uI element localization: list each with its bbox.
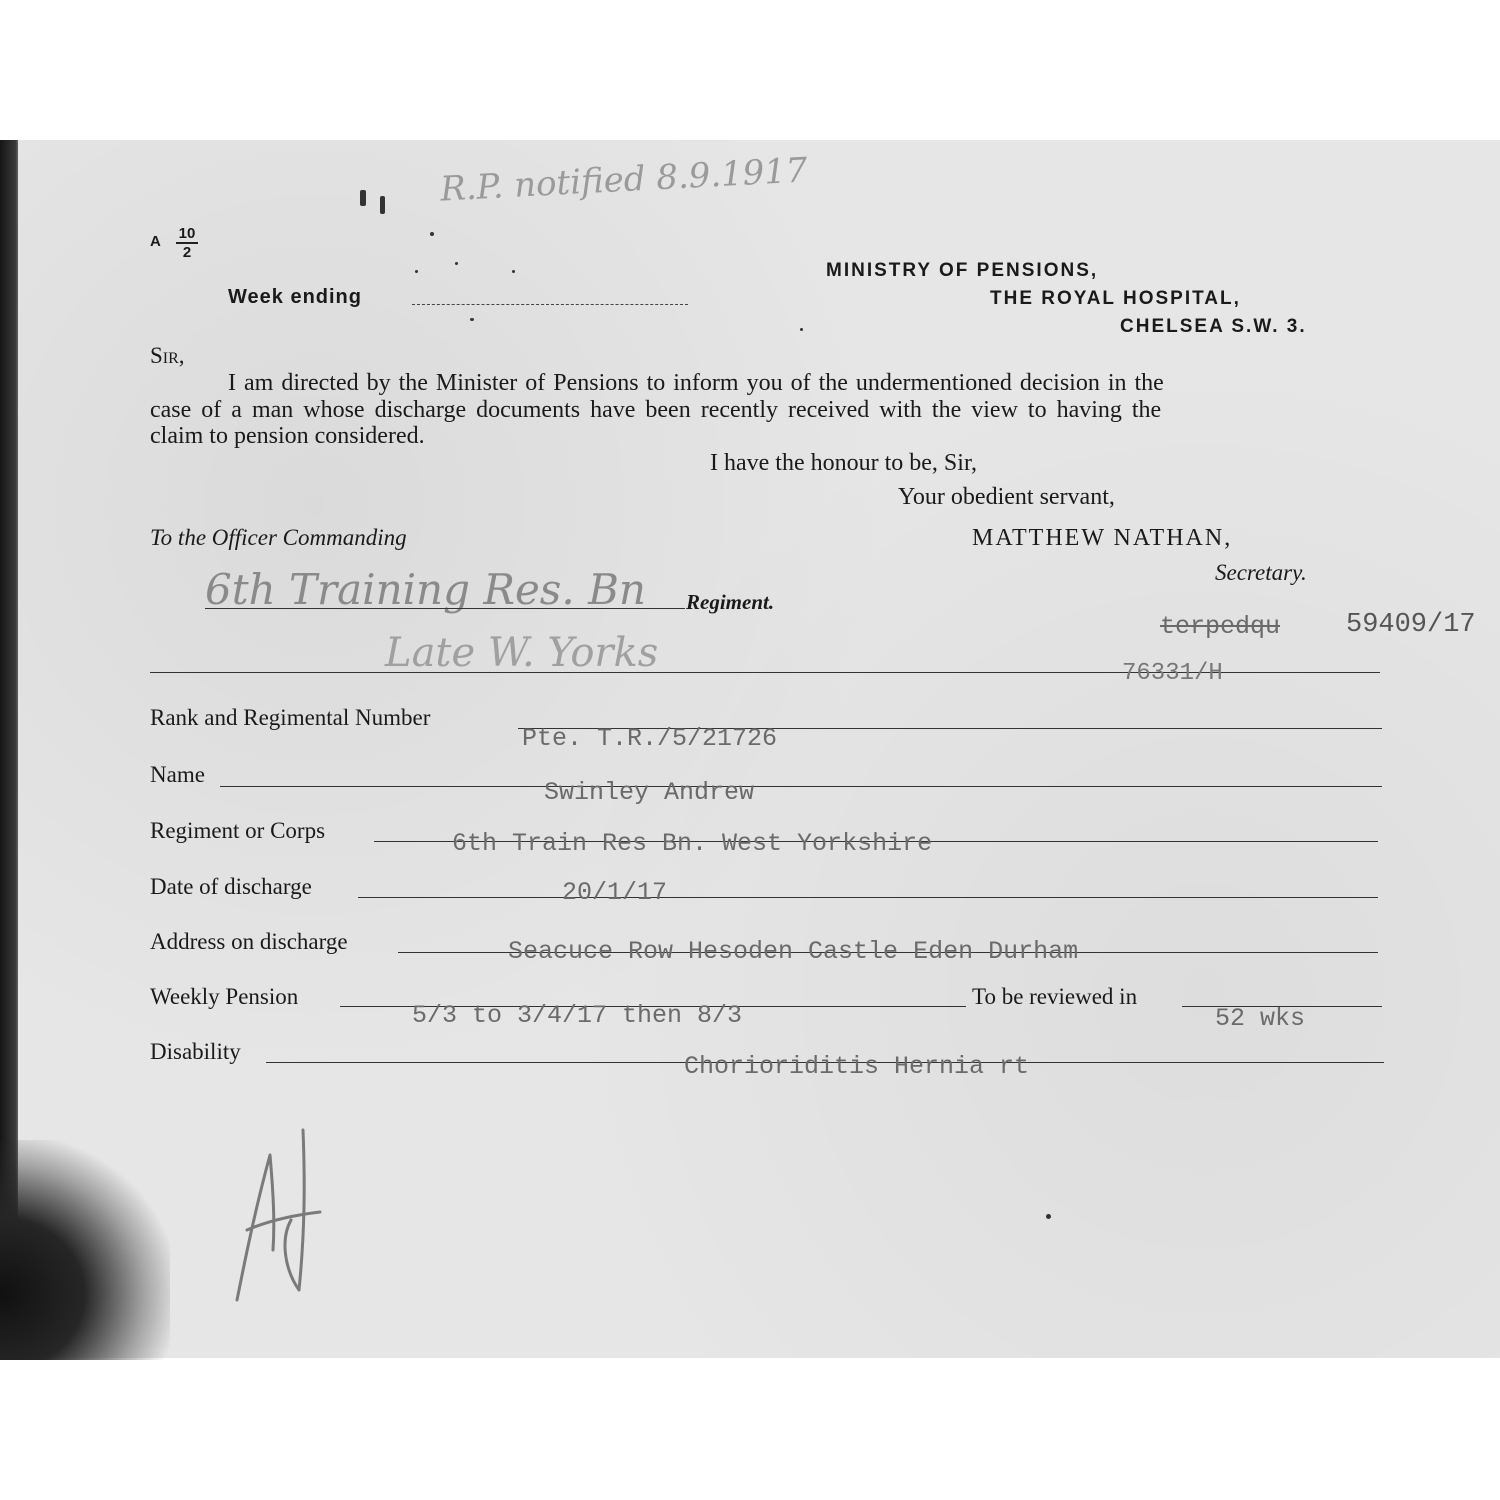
- ink-speck: [415, 270, 418, 273]
- form-code-fraction: [176, 225, 198, 261]
- address-label: Address on discharge: [150, 929, 348, 954]
- review-label: To be reviewed in: [972, 984, 1138, 1009]
- week-ending-line: [412, 304, 688, 305]
- handwritten-late-unit: Late W. Yorks: [385, 630, 659, 676]
- weekly-pension-value: 5/3 to 3/4/17 then 8/3: [412, 1001, 743, 1030]
- file-number: 59409/17: [1346, 610, 1476, 640]
- regiment-label: Regiment.: [686, 590, 775, 614]
- addressee-label: To the Officer Commanding: [150, 525, 407, 550]
- salutation: Sir,: [150, 343, 185, 368]
- rank-label: Rank and Regimental Number: [150, 705, 431, 730]
- body-line-3: claim to pension considered.: [150, 423, 425, 449]
- rank-value: Pte. T.R./5/21726: [522, 724, 778, 753]
- ink-smudge: [360, 190, 366, 206]
- closing-line-1: I have the honour to be, Sir,: [710, 450, 977, 476]
- ink-speck: [470, 318, 474, 321]
- week-ending-label: Week ending: [228, 286, 362, 308]
- form-code-prefix: A: [150, 233, 161, 250]
- signatory-name: MATTHEW NATHAN,: [972, 525, 1233, 551]
- name-label: Name: [150, 762, 205, 787]
- regiment-line: [205, 608, 685, 609]
- weekly-pension-label: Weekly Pension: [150, 984, 299, 1009]
- address-heading: CHELSEA S.W. 3.: [1120, 316, 1307, 337]
- struck-reference-code: terpedqu: [1160, 612, 1281, 641]
- ink-smudge: [380, 196, 385, 214]
- ink-speck: [455, 262, 458, 265]
- handwritten-unit: 6th Training Res. Bn: [205, 565, 646, 614]
- closing-line-2: Your obedient servant,: [898, 484, 1115, 510]
- signatory-title: Secretary.: [1215, 560, 1307, 585]
- disability-label: Disability: [150, 1039, 241, 1064]
- handwritten-notification-note: R.P. notified 8.9.1917: [439, 150, 809, 210]
- body-line-2: case of a man whose discharge documents have been recently received with the view to having the: [150, 397, 1162, 423]
- disability-value: Chorioriditis Hernia rt: [684, 1052, 1030, 1081]
- discharge-date-line: [358, 897, 1378, 898]
- regiment-corps-label: Regiment or Corps: [150, 818, 326, 843]
- regiment-corps-value: 6th Train Res Bn. West Yorkshire: [452, 829, 933, 858]
- damaged-corner: [0, 1140, 170, 1360]
- hospital-heading: THE ROYAL HOSPITAL,: [990, 288, 1241, 309]
- discharge-date-value: 20/1/17: [562, 878, 668, 907]
- ink-speck: [1046, 1214, 1051, 1219]
- ink-speck: [430, 232, 434, 236]
- secondary-reference-number: 76331/H: [1122, 660, 1223, 687]
- address-value: Seacuce Row Hesoden Castle Eden Durham: [508, 937, 1079, 966]
- ink-speck: [512, 270, 515, 273]
- review-value: 52 wks: [1215, 1004, 1306, 1033]
- form-code-numerator: 10: [178, 225, 196, 242]
- discharge-date-label: Date of discharge: [150, 874, 312, 899]
- name-line: [220, 786, 1382, 787]
- name-value: Swinley Andrew: [544, 778, 755, 807]
- form-code-denominator: 2: [176, 242, 198, 261]
- handwritten-initials: [225, 1120, 335, 1310]
- body-line-1: I am directed by the Minister of Pensions to inform you of the undermentioned decision in the: [228, 370, 1164, 396]
- ministry-heading: MINISTRY OF PENSIONS,: [826, 260, 1099, 281]
- ink-speck: [800, 328, 803, 331]
